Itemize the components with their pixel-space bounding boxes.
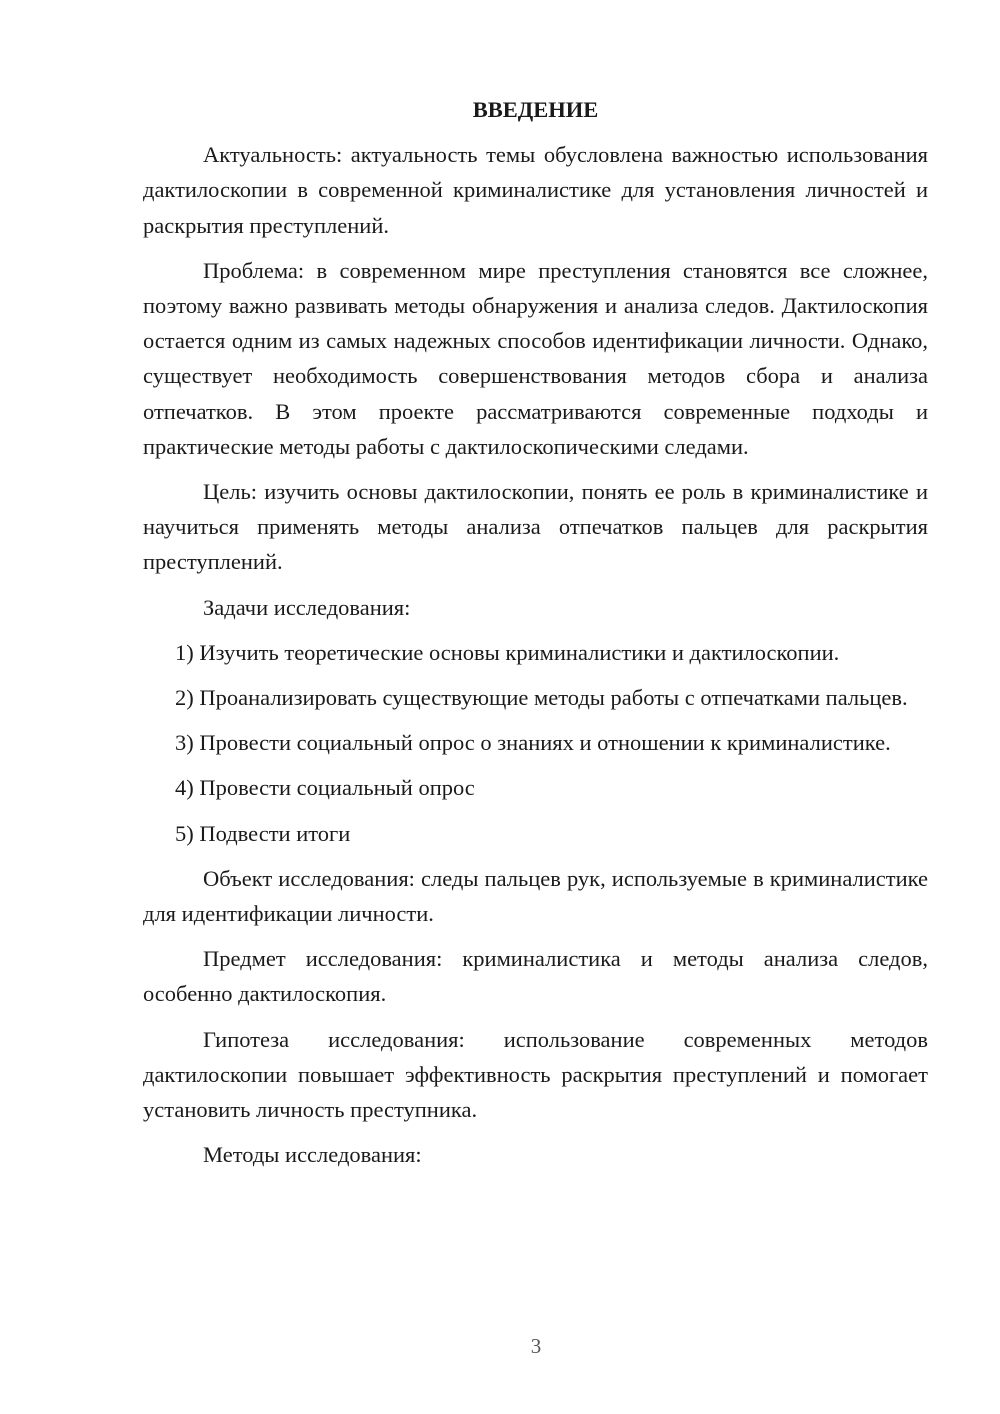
list-item-task-4: 4) Провести социальный опрос xyxy=(175,775,475,801)
list-item-task-3: 3) Провести социальный опрос о знаниях и отношении к криминалистике. xyxy=(175,730,891,756)
paragraph-problem: Проблема: в современном мире преступления становятся все сложнее, поэтому важно развивать методы обнаружения и анализа следов. Дактилоскопия остается одним из самых надежных способов идентификации личности. Однако, существует необходимость совершенствования методов сбора и анализа отпечатков. В этом проекте рассматриваются современные подходы и практические методы работы с дактилоскопическими следами. xyxy=(143,257,928,459)
paragraph-subject: Предмет исследования: криминалистика и методы анализа следов, особенно дактилоскопия. xyxy=(143,946,928,1007)
list-item-task-2: 2) Проанализировать существующие методы работы с отпечатками пальцев. xyxy=(175,685,908,711)
paragraph-goal: Цель: изучить основы дактилоскопии, понять ее роль в криминалистике и научиться применять методы анализа отпечатков пальцев для раскрытия преступлений. xyxy=(143,479,928,575)
list-item-task-5: 5) Подвести итоги xyxy=(175,820,351,846)
paragraph-methods: Методы исследования: xyxy=(203,1142,422,1168)
page-title: ВВЕДЕНИЕ xyxy=(472,97,599,122)
paragraph-tasks-heading: Задачи исследования: xyxy=(203,594,411,620)
paragraph-object: Объект исследования: следы пальцев рук, используемые в криминалистике для идентификации личности. xyxy=(143,865,928,927)
document-body xyxy=(143,92,928,1182)
page-number: 3 xyxy=(530,1334,542,1358)
paragraph-hypothesis: Гипотеза исследования: использование современных методов дактилоскопии повышает эффективность раскрытия преступлений и помогает установить личность преступника. xyxy=(143,1026,928,1123)
list-item-task-1: 1) Изучить теоретические основы криминалистики и дактилоскопии. xyxy=(175,639,840,665)
paragraph-relevance: Актуальность: актуальность темы обусловлена важностью использования дактилоскопии в современной криминалистике для установления личностей и раскрытия преступлений. xyxy=(143,142,928,238)
